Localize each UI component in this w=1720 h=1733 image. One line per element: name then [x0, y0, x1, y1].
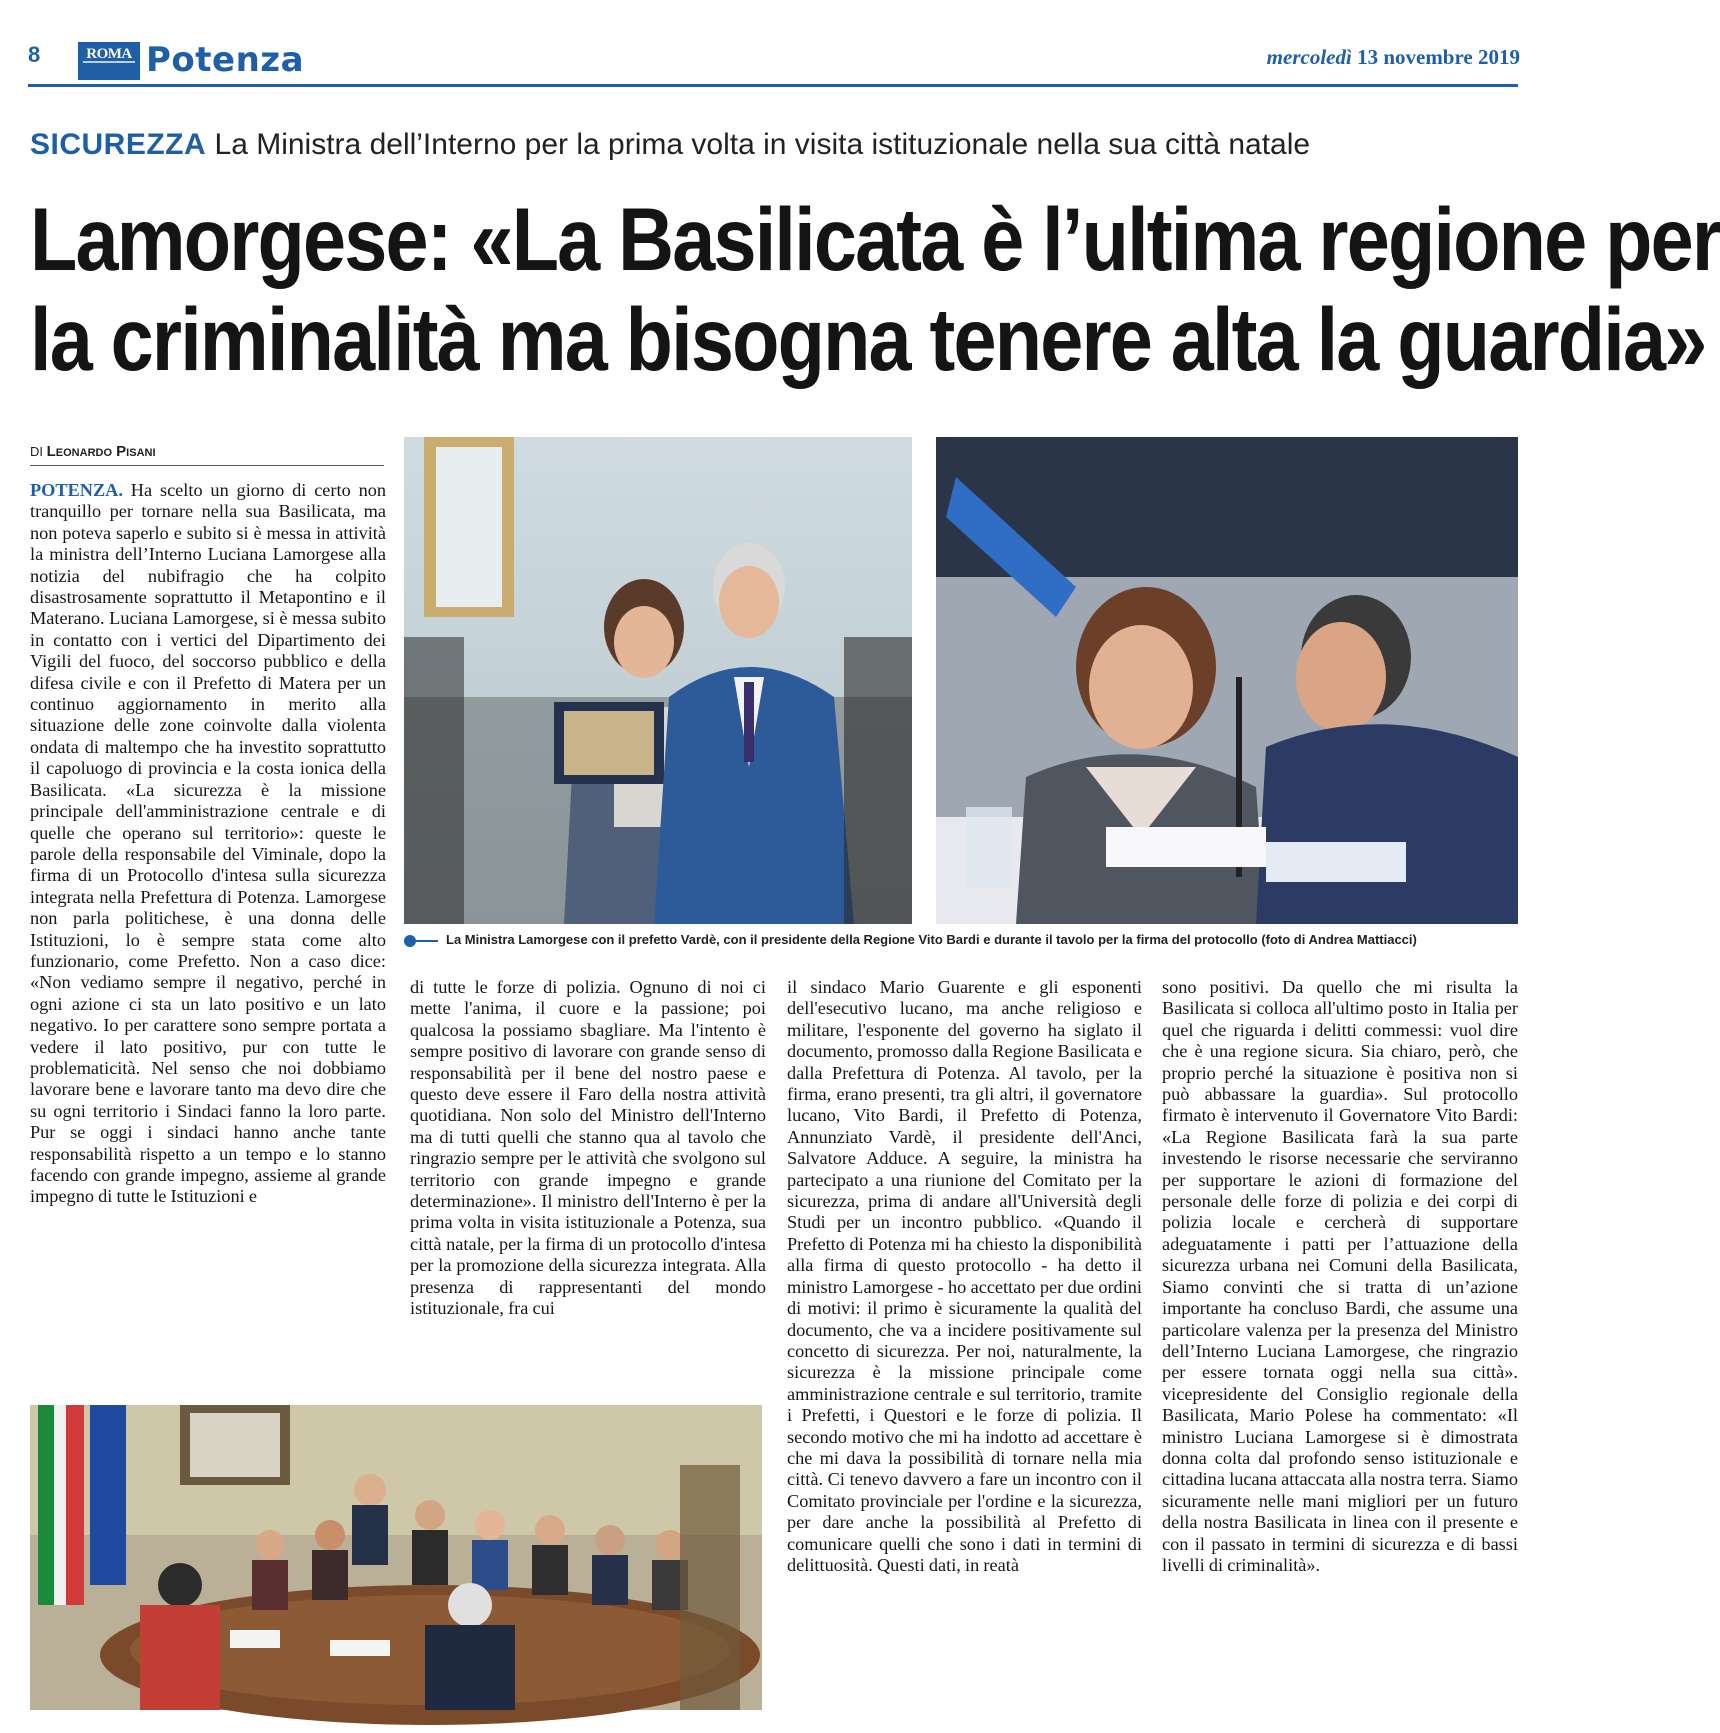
- section-title: Potenza: [146, 40, 305, 80]
- article-column-4: sono positivi. Da quello che mi risulta la Basilicata si colloca all'ultimo posto in Italia per quel che riguarda i delitti commessi: vuol dire che è una regione sicura. Sia chiaro, però, che proprio perché la situazione è positiva non si può abbassare la guardia». Sul protocollo firmato è intervenuto il Governatore Vito Bardi: «La Regione Basilicata farà la sua parte investendo le risorse necessarie che serviranno per supportare le azioni di formazione del personale delle forze di polizia e dei corpi di polizia locale e cercherà di supportare adeguatamente i patti per l’attuazione della sicurezza urbana nei Comuni della Basilicata, Siamo convinti che si tratta di un’azione importante ha concluso Bardi, che assume una particolare valenza per la presenza del Ministro dell’Interno Luciana Lamorgese, che ringrazio per essere tornata oggi nella sua città». vicepresidente del Consiglio regionale della Basilicata, Mario Polese ha commentato: «Il ministro Luciana Lamorgese si è dimostrata donna colta dal profondo senso istituzionale e cittadina lucana attaccata alla nostra terra. Siamo sicuramente nelle mani migliori per un futuro della nostra Basilicata in linea con il presente e con il passato in termini di sicurezza e di bassi livelli di criminalità».: [1162, 977, 1518, 1575]
- kicker: [30, 128, 1310, 162]
- photo-signing-table: [936, 437, 1518, 924]
- byline-rule: [30, 465, 384, 466]
- byline-author: Leonardo Pisani: [46, 443, 156, 460]
- dateline: POTENZA.: [30, 480, 123, 500]
- byline-prefix: DI: [30, 444, 43, 459]
- page-number: 8: [28, 42, 41, 67]
- photo-committee-meeting: [30, 1405, 762, 1710]
- column-1-text: Ha scelto un giorno di certo non tranquillo per tornare nella sua Basilicata, ma non poteva saperlo e subito si è messa in attività la ministra dell’Interno Luciana Lamorgese alla notizia del nubifragio che ha colpito disastrosamente soprattutto il Metapontino e il Materano. Luciana Lamorgese, si è messa subito in contatto con i vertici del Dipartimento dei Vigili del fuoco, del soccorso pubblico e della difesa civile e con il Prefetto di Matera per un continuo aggiornamento in merito alla situazione delle zone coinvolte dalla violenta ondata di maltempo che ha investito soprattutto il capoluogo di provincia e la costa ionica della Basilicata. «La sicurezza è la missione principale dell'amministrazione centrale e di quelle che operano sul territorio»: queste le parole della responsabile del Viminale, dopo la firma di un Protocollo d'intesa sulla sicurezza integrata nella Prefettura di Potenza. Lamorgese non parla politichese, è una donna delle Istituzioni, lo è sempre stata come alto funzionario, come Prefetto. Non a caso dice: «Non vediamo sempre il negativo, perché in ogni azione ci sta un lato positivo e un lato negativo. Io per carattere sono sempre portata a vedere il lato positivo, pur con tutte le problematicità. Nel senso che noi dobbiamo lavorare bene e lavorare tanto ma devo dire che su ogni territorio i Sindaci fanno la loro parte. Pur se oggi i sindaci hanno anche tante responsabilità rispetto a un tempo e lo stanno facendo con grande impegno, assieme al grande impegno di tutte le Istituzioni e: [30, 480, 386, 1207]
- issue-weekday: mercoledì: [1266, 45, 1352, 69]
- article-column-3: il sindaco Mario Guarente e gli esponenti dell'esecutivo lucano, ma anche religioso e militare, l'esponente del governo ha siglato il documento, promosso dalla Regione Basilicata e dalla Prefettura di Potenza. Al tavolo, per la firma, erano presenti, tra gli altri, il governatore lucano, Vito Bardi, il Prefetto di Potenza, Annunziato Vardè, il presidente dell'Anci, Salvatore Adduce. A seguire, la ministra ha partecipato a una riunione del Comitato per la sicurezza, prima di andare all'Università degli Studi per un incontro pubblico. «Quando il Prefetto di Potenza mi ha chiesto la disponibilità alla firma di questo protocollo - ha detto il ministro Lamorgese - ho accettato per due ordini di motivi: il primo è sicuramente la qualità del documento, che va a incidere positivamente sul concetto di sicurezza. Per noi, naturalmente, la sicurezza è la missione principale come amministrazione centrale e sul territorio, tramite i Prefetti, i Questori e le forze di polizia. Il secondo motivo che mi ha indotto ad accettare è che mi dava la possibilità di tornare nella mia città. Ci tenevo davvero a fare un incontro con il Comitato provinciale per l'ordine e la sicurezza, per dare anche la possibilità al Prefetto di comunicare quelli che sono i dati in termini di delittuosità. Questi dati, in reatà: [787, 977, 1142, 1575]
- caption-bullet-icon: [404, 935, 416, 947]
- issue-day-month-year: 13 novembre 2019: [1357, 45, 1520, 69]
- kicker-text: La Ministra dell’Interno per la prima volta in visita istituzionale nella sua città natale: [214, 128, 1311, 161]
- caption-text: La Ministra Lamorgese con il prefetto Vardè, con il presidente della Regione Vito Bardi e durante il tavolo per la firma del protocollo (foto di Andrea Mattiacci): [446, 932, 1417, 947]
- caption-line-icon: [416, 940, 438, 942]
- logo-text: ROMA: [86, 46, 132, 62]
- kicker-tag: SICUREZZA: [30, 128, 207, 161]
- article-column-1: [30, 480, 386, 1208]
- byline: [30, 443, 156, 460]
- header-rule: [28, 84, 1518, 87]
- headline-line-2: la criminalità ma bisogna tenere alta la guardia»: [30, 289, 1706, 390]
- skyline-icon: [83, 61, 135, 75]
- newspaper-logo: [78, 42, 140, 80]
- photo-minister-with-prefect: [404, 437, 912, 924]
- headline-line-1: Lamorgese: «La Basilicata è l’ultima regione per: [30, 189, 1720, 290]
- issue-date: [1267, 45, 1520, 70]
- article-column-2: di tutte le forze di polizia. Ognuno di noi ci mette l'anima, il cuore e la passione; poi qualcosa la possiamo sbagliare. Ma l'intento è sempre positivo di lavorare con grande senso di responsabilità per il bene del nostro paese e questo deve essere il Faro della nostra attività quotidiana. Non solo del Ministro dell'Interno ma di tutti quelli che stanno qua al tavolo che ringrazio sempre per le attività che svolgono sul territorio con grande impegno e grande determinazione». Il ministro dell'Interno è per la prima volta in visita istituzionale a Potenza, sua città natale, per la firma di un protocollo d'intesa per la promozione della sicurezza integrata. Alla presenza di rappresentanti del mondo istituzionale, fra cui: [410, 977, 766, 1319]
- photo-caption: [404, 932, 1520, 947]
